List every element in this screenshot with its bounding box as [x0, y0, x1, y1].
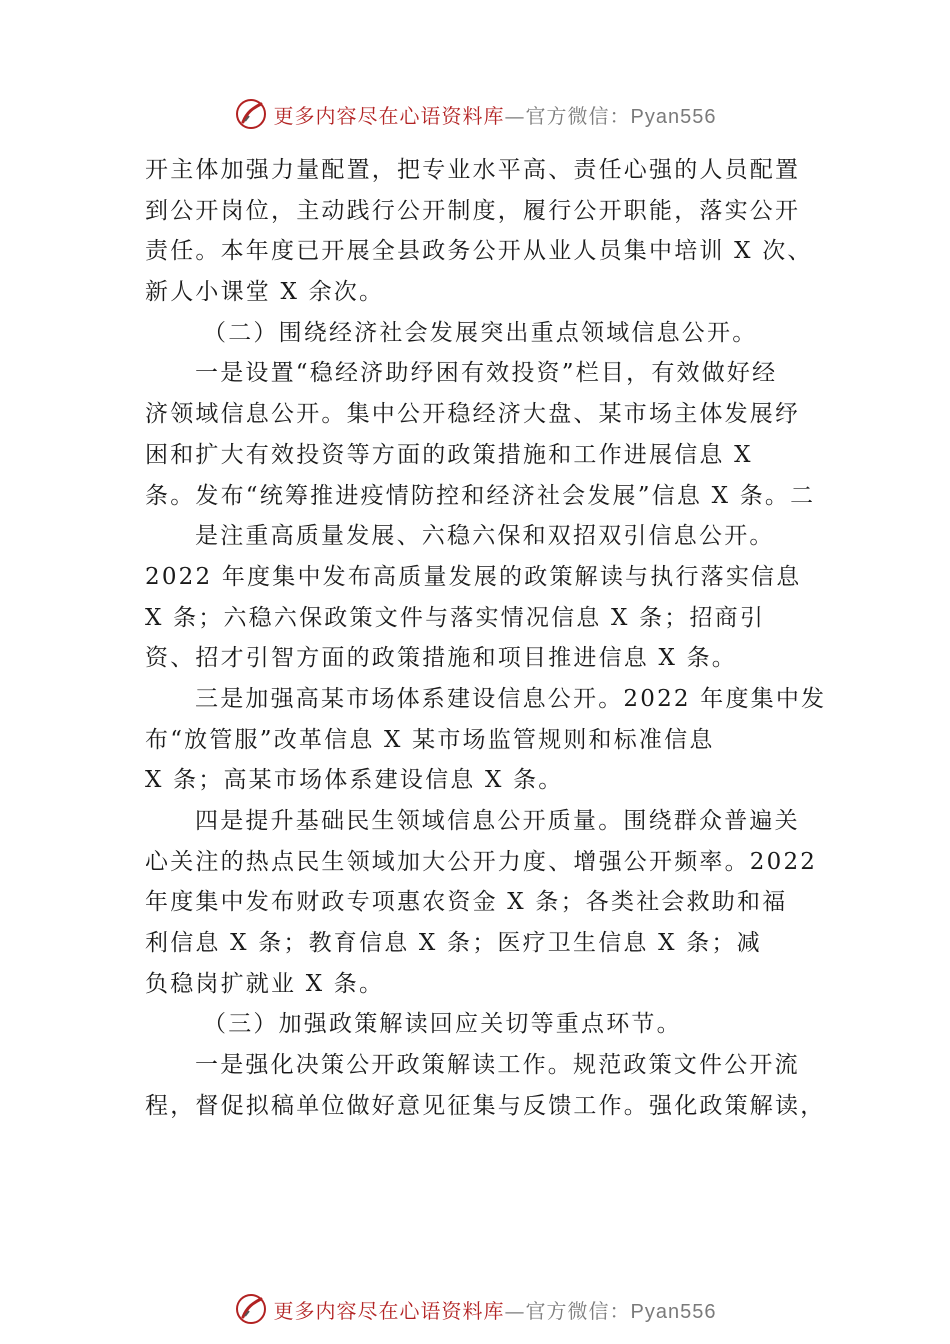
body-line: 2022 年度集中发布高质量发展的政策解读与执行落实信息: [145, 563, 802, 590]
section-heading-2: （二）围绕经济社会发展突出重点领域信息公开。: [203, 319, 758, 346]
brush-logo-icon: [234, 97, 268, 131]
body-line: 负稳岗扩就业 X 条。: [145, 970, 385, 997]
banner-official-label: 官方微信：: [525, 103, 631, 128]
body-line: 四是提升基础民生领域信息公开质量。围绕群众普遍关: [195, 808, 800, 834]
body-line: 困和扩大有效投资等方面的政策措施和工作进展信息 X: [145, 441, 753, 468]
body-line: 资、招才引智方面的政策措施和项目推进信息 X 条。: [145, 645, 737, 672]
body-line: 心关注的热点民生领域加大公开力度、增强公开频率。2022: [145, 848, 818, 875]
banner-wechat-id: Pyan556: [630, 105, 717, 128]
body-line: 是注重高质量发展、六稳六保和双招双引信息公开。: [195, 523, 775, 550]
body-line: 条。发布“统筹推进疫情防控和经济社会发展”信息 X 条。二: [145, 482, 816, 509]
body-line: 程，督促拟稿单位做好意见征集与反馈工作。强化政策解读，: [145, 1092, 826, 1119]
body-line: 责任。本年度已开展全县政务公开从业人员集中培训 X 次、: [145, 238, 813, 265]
body-line: 济领域信息公开。集中公开稳经济大盘、某市场主体发展纾: [145, 401, 801, 428]
section-heading-3: （三）加强政策解读回应关切等重点环节。: [203, 1011, 682, 1038]
body-line: 到公开岗位，主动践行公开制度，履行公开职能，落实公开: [145, 197, 801, 224]
banner-dash: —: [504, 1298, 526, 1323]
body-line: 开主体加强力量配置，把专业水平高、责任心强的人员配置: [145, 157, 801, 183]
banner-official-label: 官方微信：: [525, 1298, 631, 1323]
document-body: [145, 150, 827, 1127]
body-line: 布“放管服”改革信息 X 某市场监管规则和标准信息: [145, 726, 715, 753]
body-line: 一是设置“稳经济助纾困有效投资”栏目，有效做好经: [195, 360, 778, 387]
body-line: 利信息 X 条；教育信息 X 条；医疗卫生信息 X 条；减: [145, 930, 762, 957]
header-banner: [0, 94, 950, 134]
banner-slogan: 更多内容尽在心语资料库: [273, 103, 505, 128]
header-banner-text: [274, 100, 717, 129]
banner-wechat-id: Pyan556: [630, 1300, 717, 1323]
banner-slogan: 更多内容尽在心语资料库: [273, 1298, 505, 1323]
body-line: X 条；高某市场体系建设信息 X 条。: [145, 767, 564, 794]
body-line: X 条；六稳六保政策文件与落实情况信息 X 条；招商引: [145, 604, 766, 631]
brush-logo-icon: [234, 1292, 268, 1326]
body-line: 三是加强高某市场体系建设信息公开。2022 年度集中发: [195, 685, 827, 712]
body-line: 年度集中发布财政专项惠农资金 X 条；各类社会救助和福: [145, 889, 788, 916]
footer-banner-text: [274, 1295, 717, 1324]
body-line: 一是强化决策公开政策解读工作。规范政策文件公开流: [195, 1052, 800, 1079]
banner-dash: —: [504, 103, 526, 128]
footer-banner: [0, 1289, 950, 1329]
body-line: 新人小课堂 X 余次。: [145, 279, 385, 306]
